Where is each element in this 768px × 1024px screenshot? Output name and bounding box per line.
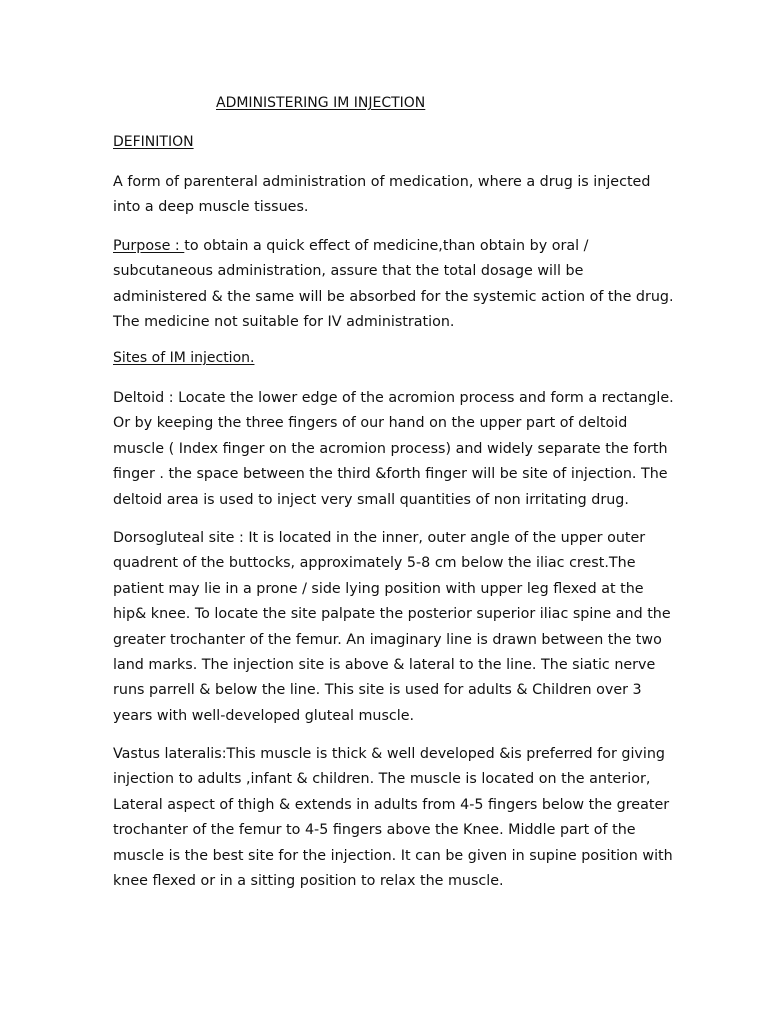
definition-heading: DEFINITION — [113, 134, 194, 150]
dorsogluteal-line: hip& knee. To locate the site palpate the posterior superior iliac spine and the — [113, 606, 671, 623]
dorsogluteal-line: runs parrell & below the line. This site is used for adults & Children over 3 — [113, 682, 642, 699]
purpose-line: to obtain a quick effect of medicine,than obtain by oral / — [184, 238, 589, 254]
dorsogluteal-line: Dorsogluteal site : It is located in the inner, outer angle of the upper outer — [113, 530, 646, 546]
dorsogluteal-line: years with well-developed gluteal muscle. — [113, 707, 415, 724]
deltoid-line: Deltoid : Locate the lower edge of the acromion process and form a rectangle. — [113, 390, 674, 406]
dorsogluteal-paragraph — [113, 526, 693, 729]
dorsogluteal-line: quadrent of the buttocks, approximately 5-8 cm below the iliac crest.The — [113, 555, 636, 572]
deltoid-line: Or by keeping the three fingers of our hand on the upper part of deltoid — [113, 415, 628, 432]
definition-paragraph — [113, 170, 693, 221]
purpose-line: administered & the same will be absorbed for the systemic action of the drug. — [113, 288, 674, 305]
vastus-line: trochanter of the femur to 4-5 fingers above the Knee. Middle part of the — [113, 822, 636, 839]
purpose-label: Purpose : — [113, 238, 185, 254]
deltoid-line: muscle ( Index finger on the acromion process) and widely separate the forth — [113, 440, 668, 457]
document-title: ADMINISTERING IM INJECTION — [216, 95, 426, 111]
dorsogluteal-line: patient may lie in a prone / side lying position with upper leg flexed at the — [113, 580, 644, 597]
dorsogluteal-line: land marks. The injection site is above & lateral to the line. The siatic nerve — [113, 657, 656, 674]
definition-line: into a deep muscle tissues. — [113, 199, 309, 216]
purpose-line: subcutaneous administration, assure that the total dosage will be — [113, 263, 584, 280]
purpose-first-line — [113, 234, 693, 259]
vastus-lateralis-paragraph — [113, 742, 693, 894]
deltoid-line: finger . the space between the third &forth finger will be site of injection. The — [113, 466, 668, 483]
sites-heading: Sites of IM injection. — [113, 350, 255, 366]
purpose-paragraph — [113, 234, 693, 336]
deltoid-paragraph — [113, 386, 693, 513]
dorsogluteal-line: greater trochanter of the femur. An imaginary line is drawn between the two — [113, 631, 662, 648]
deltoid-line: deltoid area is used to inject very small quantities of non irritating drug. — [113, 491, 629, 508]
vastus-line: muscle is the best site for the injection. It can be given in supine position with — [113, 847, 673, 864]
vastus-line: knee flexed or in a sitting position to relax the muscle. — [113, 873, 504, 890]
vastus-line: Vastus lateralis:This muscle is thick & well developed &is preferred for giving — [113, 746, 665, 762]
vastus-line: injection to adults ,infant & children. The muscle is located on the anterior, — [113, 771, 651, 788]
definition-line: A form of parenteral administration of medication, where a drug is injected — [113, 174, 651, 190]
purpose-line: The medicine not suitable for IV administration. — [113, 314, 455, 331]
vastus-line: Lateral aspect of thigh & extends in adults from 4-5 fingers below the greater — [113, 796, 670, 813]
